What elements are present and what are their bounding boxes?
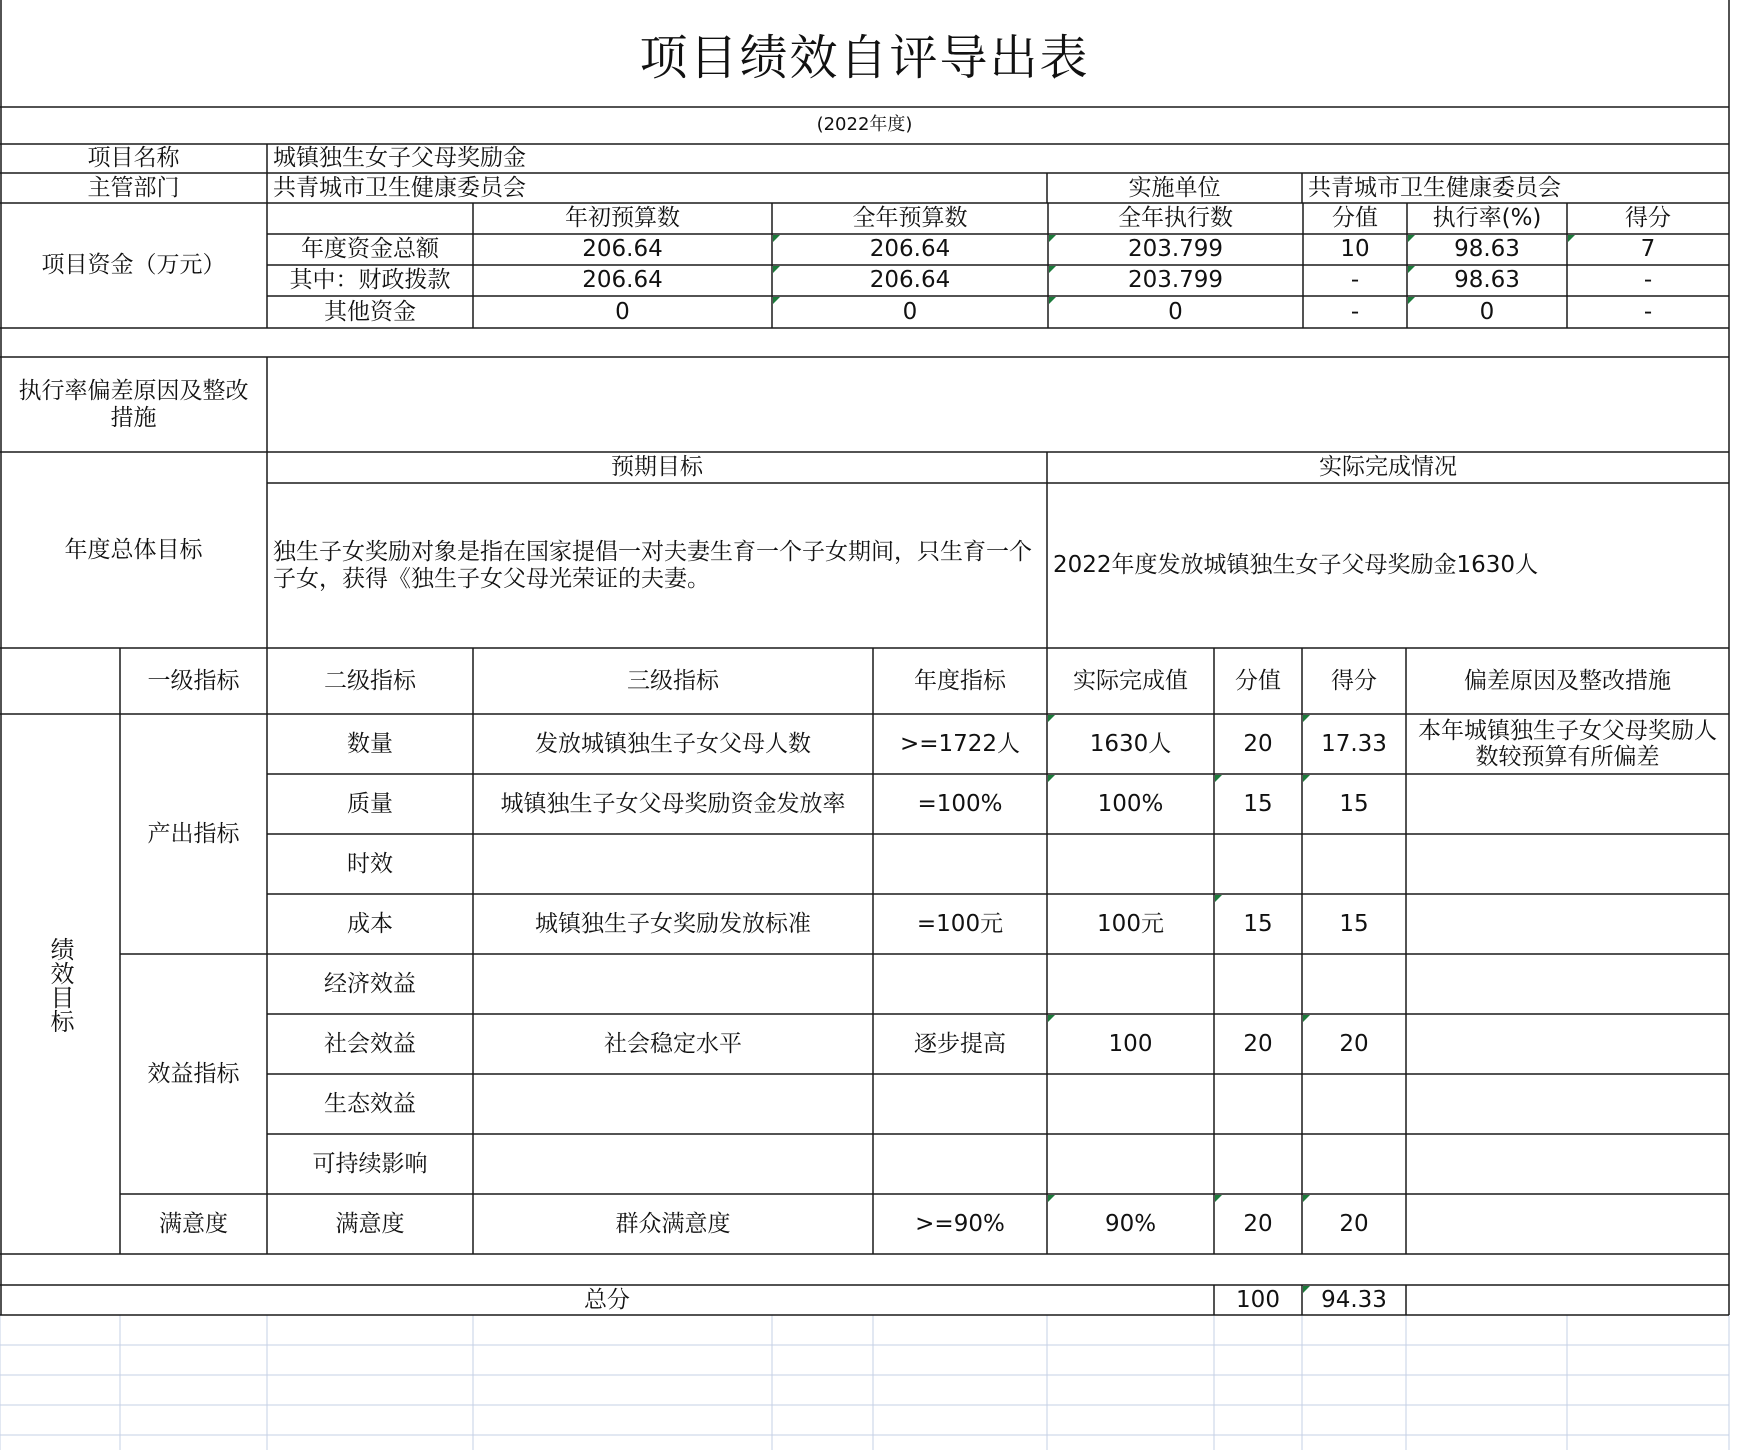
funds-cell[interactable]: 0 (615, 298, 630, 325)
cell-marker (1303, 775, 1310, 782)
actual-value[interactable]: 100元 (1097, 910, 1164, 937)
funds-row-label: 其中：财政拨款 (289, 267, 451, 294)
deviation-reason[interactable] (1406, 1074, 1729, 1134)
actual-result-header: 实际完成情况 (1319, 454, 1457, 481)
funds-cell[interactable]: 203.799 (1127, 267, 1224, 294)
level2-indicator: 数量 (347, 730, 393, 757)
funds-cell[interactable]: 206.64 (869, 267, 951, 294)
score-value[interactable]: 20 (1243, 730, 1273, 757)
annual-target[interactable]: =100元 (916, 910, 1004, 937)
level2-indicator: 满意度 (335, 1210, 405, 1237)
cell-marker (1303, 1286, 1310, 1293)
level3-indicator[interactable]: 城镇独生子女父母奖励资金发放率 (500, 790, 846, 817)
score-value[interactable] (1214, 954, 1302, 1014)
deviation-reason[interactable] (1406, 1194, 1729, 1254)
level2-indicator: 经济效益 (324, 970, 416, 997)
funds-cell[interactable]: 206.64 (582, 236, 663, 263)
actual-result-text[interactable]: 2022年度发放城镇独生女子父母奖励金1630人 (1053, 552, 1539, 579)
cell-marker (1215, 1195, 1222, 1202)
funds-cell[interactable]: 206.64 (869, 236, 951, 263)
score-value[interactable] (1214, 1074, 1302, 1134)
funds-cell[interactable]: 0 (1479, 298, 1495, 325)
cell-marker (773, 266, 780, 273)
funds-header: 执行率(%) (1432, 205, 1542, 232)
deviation-reason[interactable]: 本年城镇独生子女父母奖励人数较预算有所偏差 (1418, 717, 1717, 770)
total-score[interactable]: 94.33 (1321, 1286, 1387, 1313)
actual-value[interactable] (1047, 954, 1214, 1014)
score[interactable] (1302, 1074, 1406, 1134)
annual-target[interactable] (873, 1074, 1047, 1134)
dept-label: 主管部门 (87, 174, 180, 201)
level1-satisfaction: 满意度 (159, 1210, 228, 1237)
performance-goal-section-label (0, 714, 120, 1255)
funds-cell[interactable]: - (1350, 298, 1360, 325)
level3-indicator[interactable]: 社会稳定水平 (604, 1030, 742, 1057)
score[interactable] (1302, 834, 1406, 894)
score-value[interactable]: 15 (1243, 910, 1273, 937)
funds-header: 全年预算数 (852, 205, 968, 232)
score-value[interactable] (1214, 834, 1302, 894)
indicator-header: 三级指标 (627, 667, 719, 694)
funds-cell[interactable]: 206.64 (582, 267, 663, 294)
cell-marker (1303, 1195, 1310, 1202)
expected-goal-header: 预期目标 (611, 454, 703, 481)
funds-cell[interactable]: - (1643, 298, 1653, 325)
actual-value[interactable]: 100% (1097, 790, 1164, 817)
actual-value[interactable]: 90% (1104, 1210, 1157, 1237)
score[interactable]: 15 (1339, 910, 1369, 937)
funds-cell[interactable]: 7 (1640, 236, 1656, 263)
level2-indicator: 成本 (347, 910, 393, 937)
actual-value[interactable]: 100 (1108, 1030, 1153, 1057)
cell-marker (1408, 235, 1415, 242)
funds-row-label: 其他资金 (324, 298, 416, 325)
cell-marker (1568, 235, 1575, 242)
level3-indicator[interactable] (473, 834, 873, 894)
deviation-reason[interactable] (1406, 1134, 1729, 1194)
funds-header: 得分 (1625, 205, 1671, 232)
deviation-label: 执行率偏差原因及整改措施 (18, 378, 249, 431)
level3-indicator[interactable] (473, 1134, 873, 1194)
project-name-label: 项目名称 (87, 145, 180, 172)
cell-marker (1048, 715, 1055, 722)
project-name-value[interactable]: 城镇独生女子父母奖励金 (273, 145, 526, 172)
report-year: (2022年度) (816, 114, 913, 136)
annual-goal-label: 年度总体目标 (64, 536, 203, 563)
cell-marker (773, 297, 780, 304)
annual-target[interactable]: 逐步提高 (914, 1030, 1006, 1057)
funds-cell[interactable]: 0 (902, 298, 918, 325)
level1-output: 产出指标 (147, 820, 240, 847)
level2-indicator: 时效 (347, 850, 393, 877)
deviation-reason[interactable] (1406, 774, 1729, 834)
indicator-header: 一级指标 (147, 667, 240, 694)
annual-target[interactable]: >=90% (915, 1210, 1005, 1237)
cell-marker (1408, 297, 1415, 304)
actual-value[interactable] (1047, 834, 1214, 894)
deviation-reason[interactable] (1406, 834, 1729, 894)
level2-indicator: 可持续影响 (312, 1150, 428, 1177)
expected-goal-text[interactable]: 独生子女奖励对象是指在国家提倡一对夫妻生育一个子女期间，只生育一个子女，获得《独生子女父母光荣证的夫妻。 (273, 539, 1032, 592)
annual-target[interactable]: =100% (917, 790, 1003, 817)
cell-marker (1049, 297, 1056, 304)
cell-marker (1048, 775, 1055, 782)
actual-value[interactable]: 1630人 (1089, 730, 1172, 757)
funds-cell[interactable]: 98.63 (1454, 236, 1520, 263)
funds-label: 项目资金（万元） (41, 252, 226, 279)
performance-goal-section-text: 绩效目标 (46, 936, 74, 1033)
funds-cell[interactable]: 203.799 (1127, 236, 1224, 263)
score-value[interactable]: 15 (1243, 790, 1273, 817)
level3-indicator[interactable]: 发放城镇独生子女父母人数 (535, 730, 811, 757)
cell-marker (1049, 266, 1056, 273)
deviation-reason[interactable] (1406, 954, 1729, 1014)
deviation-reason[interactable] (1406, 894, 1729, 954)
level2-indicator: 质量 (347, 790, 393, 817)
cell-marker (1215, 895, 1222, 902)
funds-header: 分值 (1332, 205, 1378, 232)
indicator-header: 分值 (1235, 667, 1281, 694)
funds-cell[interactable]: - (1350, 267, 1360, 294)
cell-marker (1303, 715, 1310, 722)
dept-value[interactable]: 共青城市卫生健康委员会 (273, 174, 526, 201)
annual-target[interactable] (873, 834, 1047, 894)
cell-marker (1408, 266, 1415, 273)
funds-cell[interactable]: - (1643, 267, 1653, 294)
funds-cell[interactable]: 0 (1168, 298, 1183, 325)
level3-indicator[interactable] (473, 954, 873, 1014)
level3-indicator[interactable] (473, 1074, 873, 1134)
cell-marker (1048, 1015, 1055, 1022)
score-value[interactable] (1214, 1134, 1302, 1194)
cell-marker (773, 235, 780, 242)
level2-indicator: 生态效益 (324, 1090, 416, 1117)
cell-marker (1303, 1015, 1310, 1022)
score[interactable] (1302, 954, 1406, 1014)
funds-row-label: 年度资金总额 (301, 236, 439, 263)
funds-cell[interactable]: 98.63 (1454, 267, 1520, 294)
actual-value[interactable] (1047, 1134, 1214, 1194)
annual-target[interactable] (873, 954, 1047, 1014)
score[interactable]: 20 (1339, 1030, 1369, 1057)
level2-indicator: 社会效益 (324, 1030, 416, 1057)
actual-value[interactable] (1047, 1074, 1214, 1134)
indicator-header: 年度指标 (914, 667, 1006, 694)
funds-header: 全年执行数 (1118, 205, 1233, 232)
cell-marker (1049, 235, 1056, 242)
score[interactable] (1302, 1134, 1406, 1194)
score[interactable]: 15 (1339, 790, 1369, 817)
annual-target[interactable]: >=1722人 (899, 730, 1021, 757)
report-title: 项目绩效自评导出表 (639, 30, 1090, 86)
score-value[interactable]: 20 (1243, 1030, 1273, 1057)
funds-cell[interactable]: 10 (1340, 236, 1370, 263)
indicator-header: 得分 (1331, 667, 1377, 694)
level3-indicator[interactable]: 城镇独生子女奖励发放标准 (535, 910, 811, 937)
deviation-reason[interactable] (1406, 1014, 1729, 1074)
funds-header: 年初预算数 (565, 205, 680, 232)
indicator-header: 偏差原因及整改措施 (1464, 667, 1671, 694)
cell-marker (1215, 775, 1222, 782)
indicator-header: 实际完成值 (1073, 667, 1188, 694)
score[interactable]: 20 (1339, 1210, 1369, 1237)
total-label: 总分 (584, 1286, 630, 1313)
level3-indicator[interactable]: 群众满意度 (615, 1210, 731, 1237)
total-score-value[interactable]: 100 (1236, 1286, 1280, 1313)
score[interactable]: 17.33 (1321, 730, 1387, 757)
indicator-header: 二级指标 (324, 667, 416, 694)
annual-target[interactable] (873, 1134, 1047, 1194)
cell-marker (1048, 1195, 1055, 1202)
level1-benefit: 效益指标 (147, 1060, 240, 1087)
deviation-value[interactable] (267, 357, 1729, 452)
score-value[interactable]: 20 (1243, 1210, 1273, 1237)
impl-unit-value[interactable]: 共青城市卫生健康委员会 (1308, 174, 1561, 201)
impl-unit-label: 实施单位 (1128, 174, 1221, 201)
